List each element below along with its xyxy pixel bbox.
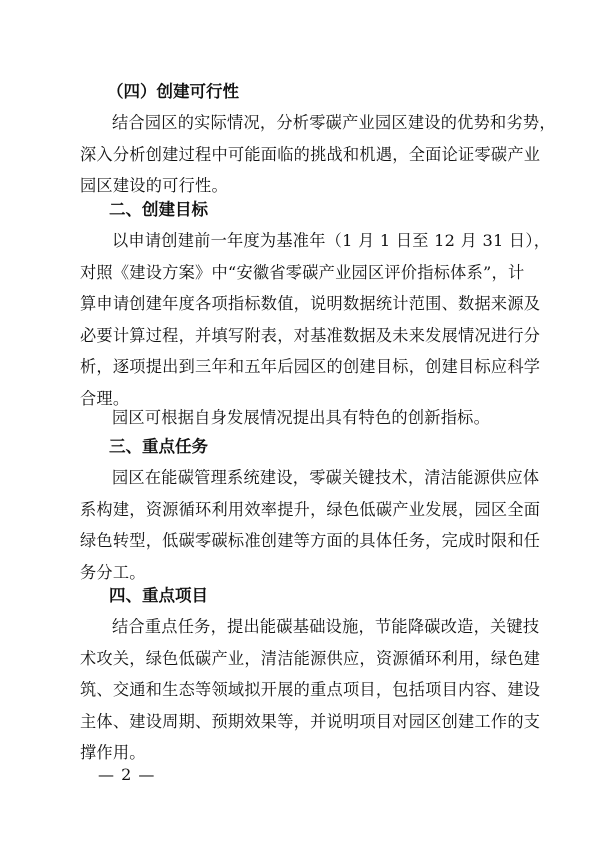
- paragraph-projects: [80, 611, 560, 769]
- paragraph-line: 务分工。: [80, 562, 146, 582]
- paragraph-line: 以申请创建前一年度为基准年（1 月 1 日至 12 月 31 日），: [112, 231, 551, 250]
- paragraph-line: 析，逐项提出到三年和五年后园区的创建目标，创建目标应科学: [80, 357, 541, 376]
- paragraph-line: 术攻关，绿色低碳产业，清洁能源供应，资源循环利用，绿色建: [80, 648, 541, 668]
- paragraph-line: 深入分析创建过程中可能面临的挑战和机遇，全面论证零碳产业: [80, 144, 541, 164]
- paragraph-line: 绿色转型，低碳零碳标准创建等方面的具体任务，完成时限和任: [80, 531, 541, 550]
- paragraph-line: 结合园区的实际情况，分析零碳产业园区建设的优势和劣势，: [112, 113, 556, 132]
- paragraph-line: 算申请创建年度各项指标数值，说明数据统计范围、数据来源及: [80, 294, 541, 313]
- paragraph-line: 对照《建设方案》中“安徽省零碳产业园区评价指标体系”，计: [80, 262, 525, 282]
- paragraph-goals: [80, 225, 560, 414]
- paragraph-line: 园区建设的可行性。: [80, 176, 228, 195]
- paragraph-line: 筑、交通和生态等领域拟开展的重点项目，包括项目内容、建设: [80, 680, 541, 699]
- paragraph-tasks: [80, 462, 560, 588]
- paragraph-feasibility: [80, 107, 560, 202]
- section-heading-feasibility: （四）创建可行性: [107, 82, 239, 101]
- section-heading-tasks: 三、重点任务: [109, 437, 208, 456]
- paragraph-line: 结合重点任务，提出能碳基础设施，节能降碳改造，关键技: [112, 617, 540, 636]
- section-heading-goals: 二、创建目标: [109, 200, 208, 219]
- paragraph-line: 园区可根据自身发展情况提出具有特色的创新指标。: [112, 408, 491, 427]
- paragraph-line: 园区在能碳管理系统建设，零碳关键技术，清洁能源供应体: [112, 468, 540, 487]
- paragraph-line: 撑作用。: [80, 743, 146, 762]
- paragraph-goals-extra: [80, 402, 560, 434]
- section-heading-projects: 四、重点项目: [109, 586, 208, 605]
- paragraph-line: 系构建，资源循环利用效率提升，绿色低碳产业发展，园区全面: [80, 499, 541, 519]
- paragraph-line: 合理。: [80, 388, 130, 408]
- paragraph-line: 必要计算过程，并填写附表，对基准数据及未来发展情况进行分: [80, 325, 541, 345]
- paragraph-line: 主体、建设周期、预期效果等，并说明项目对园区创建工作的支: [80, 711, 541, 731]
- page-number: — 2 —: [98, 765, 156, 784]
